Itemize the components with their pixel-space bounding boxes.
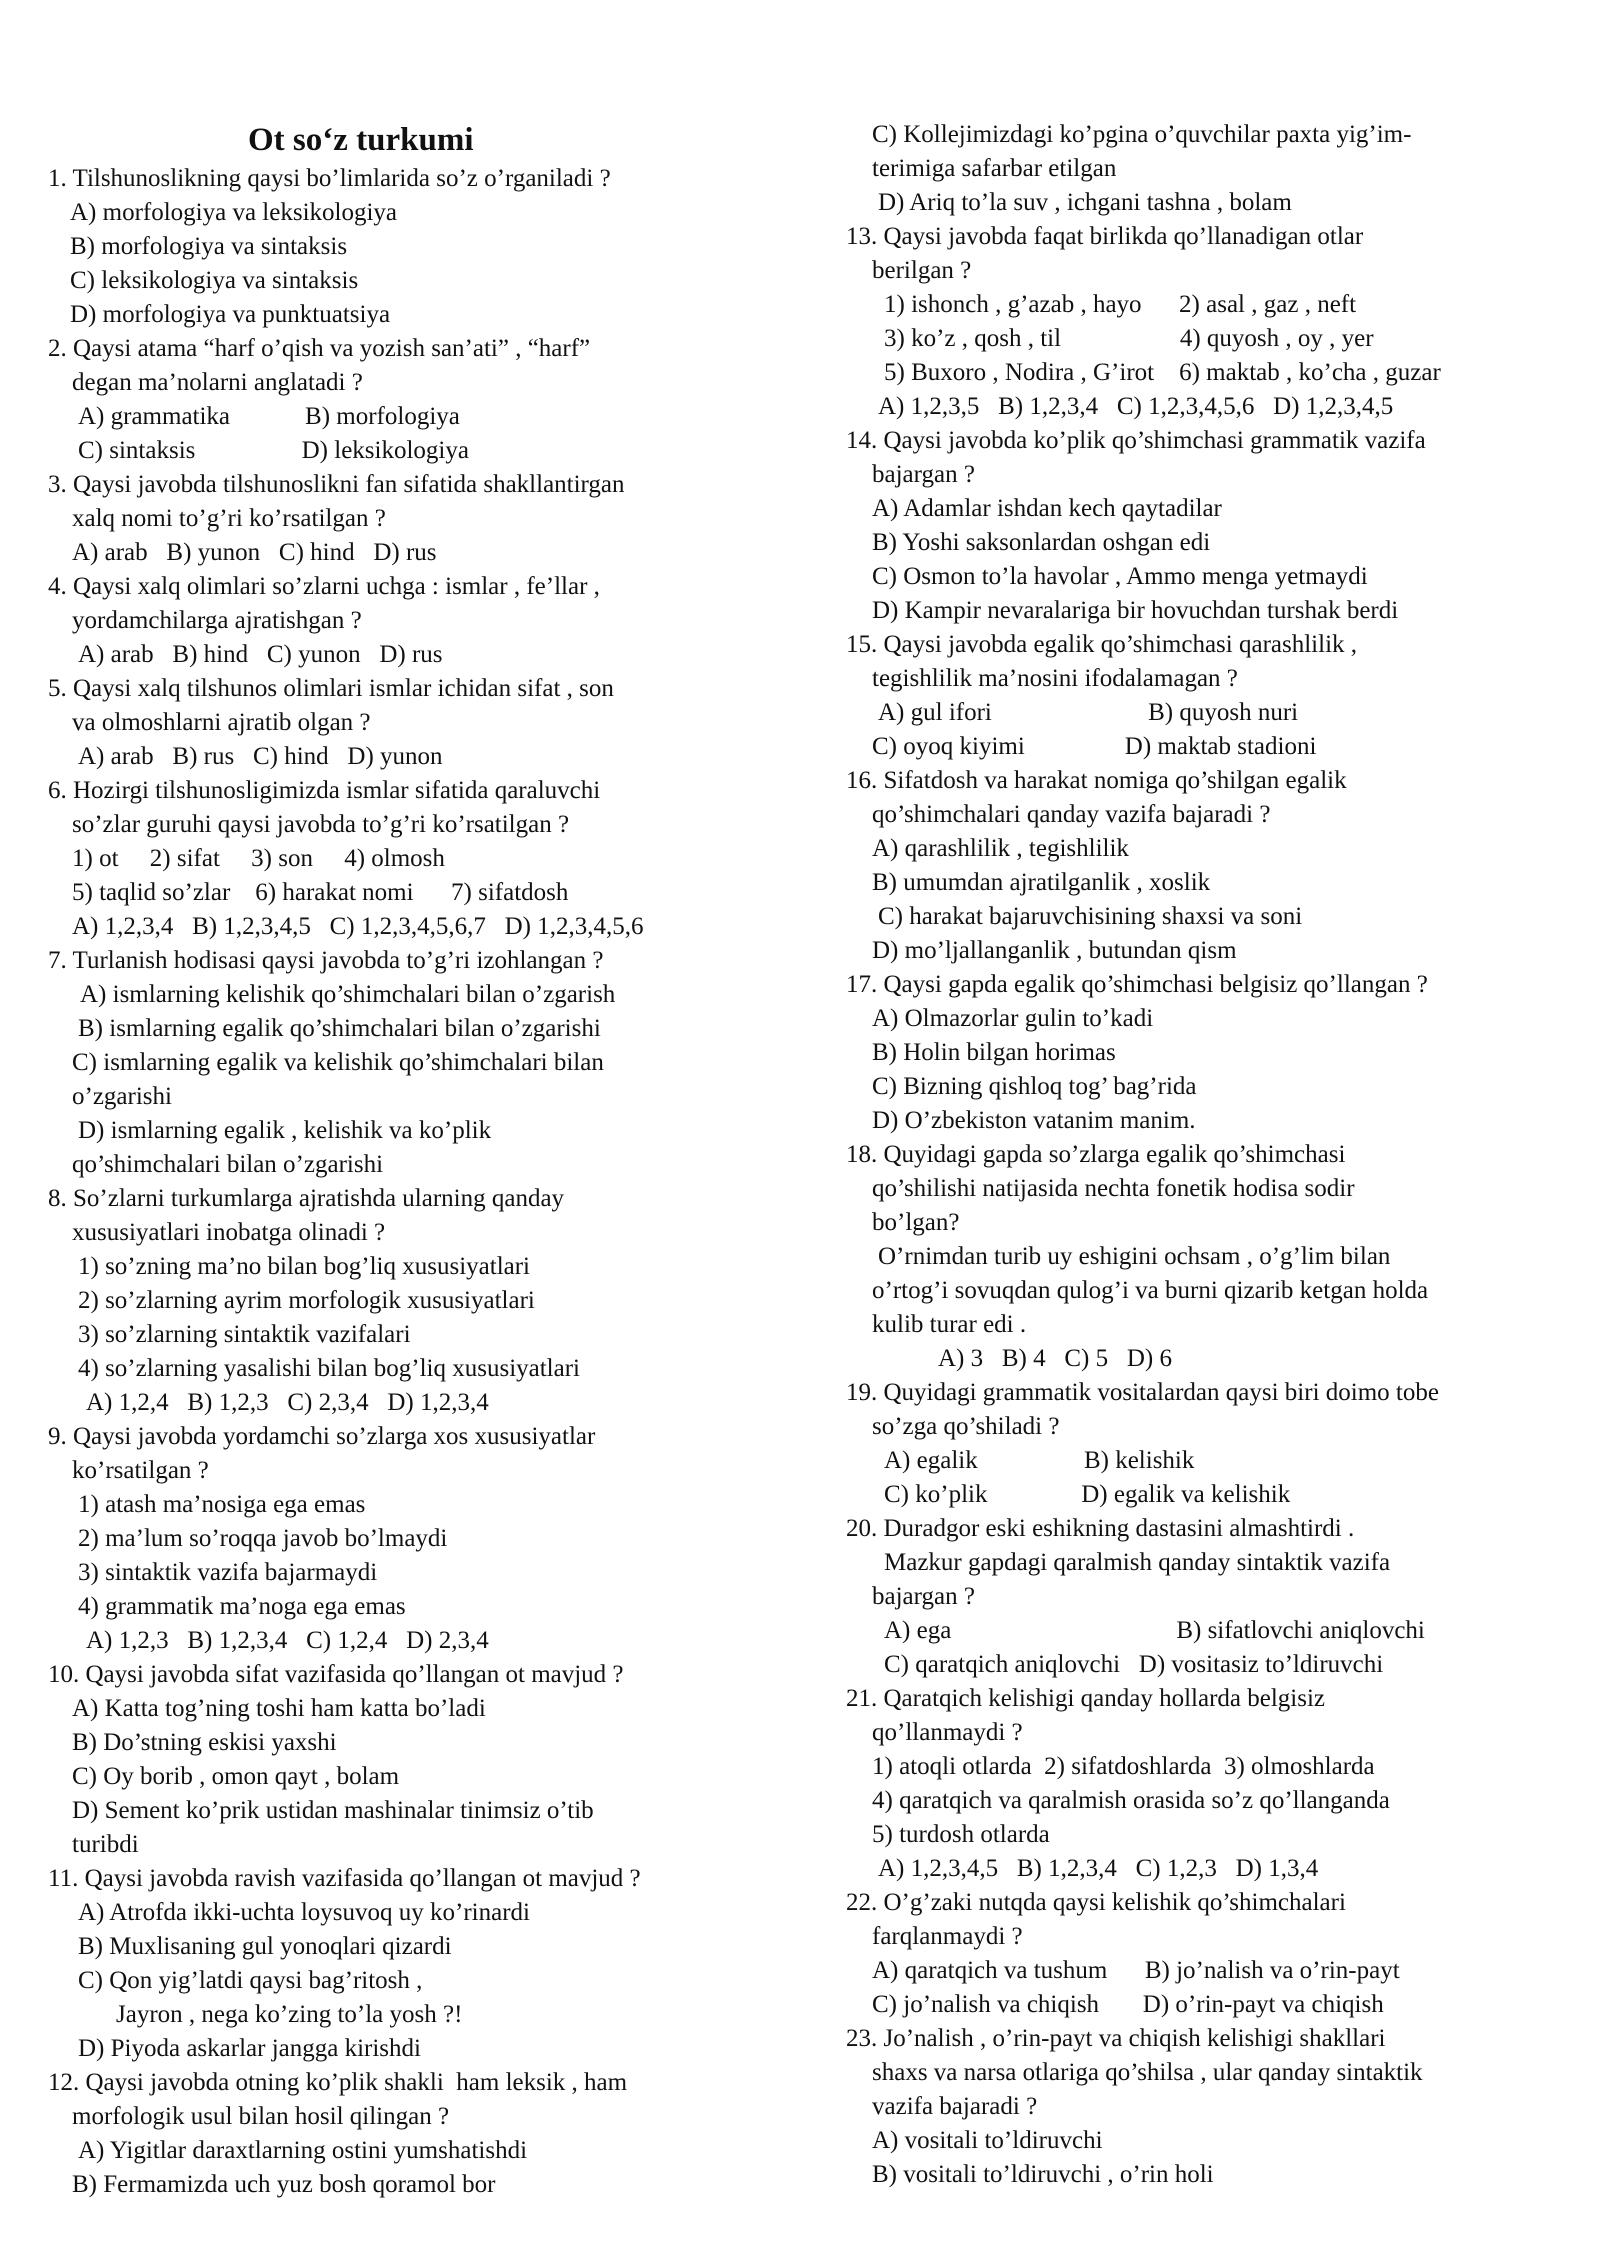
left-column <box>48 118 808 2202</box>
answer-option: B) umumdan ajratilganlik , xoslik <box>872 869 1211 896</box>
answer-option: A) 1,2,3,5 B) 1,2,3,4 C) 1,2,3,4,5,6 D) 1,2,3,4,5 <box>878 393 1394 420</box>
answer-option: C) leksikologiya va sintaksis <box>70 267 359 294</box>
answer-option: turibdi <box>72 1831 139 1858</box>
answer-option: A) ega B) sifatlovchi aniqlovchi <box>884 1617 1425 1644</box>
answer-option: B) Holin bilgan horimas <box>872 1039 1116 1066</box>
answer-option: 4) grammatik ma’noga ega emas <box>78 1593 406 1620</box>
question-text: 20. Duradgor eski eshikning dastasini almashtirdi . <box>846 1515 1355 1542</box>
answer-option: so’zlar guruhi qaysi javobda to’g’ri ko’rsatilgan ? <box>72 811 570 838</box>
question-text: 10. Qaysi javobda sifat vazifasida qo’llangan ot mavjud ? <box>48 1661 624 1688</box>
question-text: 21. Qaratqich kelishigi qanday hollarda belgisiz <box>846 1685 1326 1712</box>
answer-option: qo’llanmaydi ? <box>872 1719 1023 1746</box>
question-text: 4. Qaysi xalq olimlari so’zlarni uchga : ismlar , fe’llar , <box>48 573 600 600</box>
question-text: 23. Jo’nalish , o’rin-payt va chiqish kelishigi shakllari <box>846 2025 1386 2052</box>
answer-option: A) Adamlar ishdan kech qaytadilar <box>872 495 1222 522</box>
question-text: 1. Tilshunoslikning qaysi bo’limlarida so’z o’rganiladi ? <box>48 165 611 192</box>
answer-option: so’zga qo’shiladi ? <box>872 1413 1060 1440</box>
answer-option: B) ismlarning egalik qo’shimchalari bilan o’zgarishi <box>78 1015 601 1042</box>
answer-option: C) harakat bajaruvchisining shaxsi va soni <box>878 903 1303 930</box>
answer-option: A) 1,2,3,4,5 B) 1,2,3,4 C) 1,2,3 D) 1,3,4 <box>878 1855 1319 1882</box>
answer-option: qo’shimchalari qanday vazifa bajaradi ? <box>872 801 1271 828</box>
answer-option: A) arab B) hind C) yunon D) rus <box>78 641 443 668</box>
answer-option: B) Do’stning eskisi yaxshi <box>72 1729 337 1756</box>
answer-option: B) morfologiya va sintaksis <box>70 233 348 260</box>
answer-option: D) mo’ljallanganlik , butundan qism <box>872 937 1237 964</box>
answer-option: C) Kollejimizdagi ko’pgina o’quvchilar paxta yig’im- <box>872 121 1412 148</box>
question-text: 19. Quyidagi grammatik vositalardan qaysi biri doimo tobe <box>846 1379 1439 1406</box>
question-text: 15. Qaysi javobda egalik qo’shimchasi qarashlilik , <box>846 631 1358 658</box>
answer-option: C) ko’plik D) egalik va kelishik <box>884 1481 1291 1508</box>
answer-option: B) vositali to’ldiruvchi , o’rin holi <box>872 2161 1214 2188</box>
question-text: 22. O’g’zaki nutqda qaysi kelishik qo’shimchalari <box>846 1889 1346 1916</box>
answer-option: xalq nomi to’g’ri ko’rsatilgan ? <box>72 505 386 532</box>
answer-option: A) 3 B) 4 C) 5 D) 6 <box>938 1345 1173 1372</box>
answer-option: A) 1,2,3 B) 1,2,3,4 C) 1,2,4 D) 2,3,4 <box>86 1627 489 1654</box>
answer-option: farqlanmaydi ? <box>872 1923 1023 1950</box>
answer-option: A) gul ifori B) quyosh nuri <box>878 699 1299 726</box>
answer-option: C) sintaksis D) leksikologiya <box>78 437 469 464</box>
answer-option: A) 1,2,4 B) 1,2,3 C) 2,3,4 D) 1,2,3,4 <box>86 1389 489 1416</box>
answer-option: C) Qon yig’latdi qaysi bag’ritosh , <box>78 1967 423 1994</box>
answer-option: A) vositali to’ldiruvchi <box>872 2127 1103 2154</box>
answer-option: bajargan ? <box>872 1583 975 1610</box>
answer-option: xususiyatlari inobatga olinadi ? <box>72 1219 386 1246</box>
answer-option: D) morfologiya va punktuatsiya <box>70 301 391 328</box>
answer-option: A) qarashlilik , tegishlilik <box>872 835 1129 862</box>
left-question-list <box>48 162 808 2202</box>
question-text: 14. Qaysi javobda ko’plik qo’shimchasi grammatik vazifa <box>846 427 1426 454</box>
answer-option: A) grammatika B) morfologiya <box>78 403 460 430</box>
question-text: 5. Qaysi xalq tilshunos olimlari ismlar ichidan sifat , son <box>48 675 614 702</box>
question-text: 3. Qaysi javobda tilshunoslikni fan sifatida shakllantirgan <box>48 471 625 498</box>
question-text: 12. Qaysi javobda otning ko’plik shakli ham leksik , ham <box>48 2069 628 2096</box>
answer-option: O’rnimdan turib uy eshigini ochsam , o’g’lim bilan <box>878 1243 1391 1270</box>
answer-option: A) 1,2,3,4 B) 1,2,3,4,5 C) 1,2,3,4,5,6,7 D) 1,2,3,4,5,6 <box>72 913 644 940</box>
answer-option: A) Katta tog’ning toshi ham katta bo’ladi <box>72 1695 486 1722</box>
answer-option: D) ismlarning egalik , kelishik va ko’plik <box>78 1117 492 1144</box>
answer-option: va olmoshlarni ajratib olgan ? <box>72 709 371 736</box>
answer-option: 5) taqlid so’zlar 6) harakat nomi 7) sifatdosh <box>72 879 569 906</box>
answer-option: bo’lgan? <box>872 1209 960 1236</box>
question-text: 6. Hozirgi tilshunosligimizda ismlar sifatida qaraluvchi <box>48 777 601 804</box>
answer-option: A) morfologiya va leksikologiya <box>70 199 398 226</box>
answer-option: A) Olmazorlar gulin to’kadi <box>872 1005 1154 1032</box>
answer-option: B) Fermamizda uch yuz bosh qoramol bor <box>72 2171 496 2198</box>
answer-option: ko’rsatilgan ? <box>72 1457 209 1484</box>
answer-option: C) Bizning qishloq tog’ bag’rida <box>872 1073 1197 1100</box>
answer-option: D) Piyoda askarlar jangga kirishdi <box>78 2035 421 2062</box>
answer-option: A) Yigitlar daraxtlarning ostini yumshatishdi <box>78 2137 528 2164</box>
answer-option: A) qaratqich va tushum B) jo’nalish va o’rin-payt <box>872 1957 1400 1984</box>
answer-option: 2) so’zlarning ayrim morfologik xususiyatlari <box>78 1287 535 1314</box>
answer-option: tegishlilik ma’nosini ifodalamagan ? <box>872 665 1238 692</box>
answer-option: 1) atash ma’nosiga ega emas <box>78 1491 366 1518</box>
right-question-list <box>846 118 1566 2192</box>
answer-option: qo’shilishi natijasida nechta fonetik hodisa sodir <box>872 1175 1355 1202</box>
answer-option: D) Sement ko’prik ustidan mashinalar tinimsiz o’tib <box>72 1797 594 1824</box>
question-text: 8. So’zlarni turkumlarga ajratishda ularning qanday <box>48 1185 565 1212</box>
answer-option: 4) so’zlarning yasalishi bilan bog’liq xususiyatlari <box>78 1355 580 1382</box>
question-text: 18. Quyidagi gapda so’zlarga egalik qo’shimchasi <box>846 1141 1346 1168</box>
answer-option: 5) turdosh otlarda <box>872 1821 1050 1848</box>
answer-option: A) arab B) yunon C) hind D) rus <box>72 539 437 566</box>
answer-option: 3) sintaktik vazifa bajarmaydi <box>78 1559 378 1586</box>
page-title: Ot so‘z turkumi <box>248 122 474 158</box>
answer-option: C) jo’nalish va chiqish D) o’rin-payt va chiqish <box>872 1991 1384 2018</box>
question-text: 11. Qaysi javobda ravish vazifasida qo’llangan ot mavjud ? <box>48 1865 641 1892</box>
answer-option: 1) atoqli otlarda 2) sifatdoshlarda 3) olmoshlarda <box>872 1753 1375 1780</box>
question-text: 17. Qaysi gapda egalik qo’shimchasi belgisiz qo’llangan ? <box>846 971 1428 998</box>
answer-option: B) Yoshi saksonlardan oshgan edi <box>872 529 1211 556</box>
answer-option: D) Ariq to’la suv , ichgani tashna , bolam <box>878 189 1292 216</box>
answer-option: yordamchilarga ajratishgan ? <box>72 607 362 634</box>
answer-option: 3) ko’z , qosh , til 4) quyosh , oy , yer <box>884 325 1374 352</box>
answer-option: 4) qaratqich va qaralmish orasida so’z qo’llanganda <box>872 1787 1390 1814</box>
answer-option: A) ismlarning kelishik qo’shimchalari bilan o’zgarish <box>80 981 616 1008</box>
answer-option: C) ismlarning egalik va kelishik qo’shimchalari bilan <box>72 1049 604 1076</box>
answer-option: C) Osmon to’la havolar , Ammo menga yetmaydi <box>872 563 1368 590</box>
answer-option: kulib turar edi . <box>872 1311 1027 1338</box>
right-column <box>846 118 1566 2192</box>
question-text: 9. Qaysi javobda yordamchi so’zlarga xos xususiyatlar <box>48 1423 596 1450</box>
answer-option: A) arab B) rus C) hind D) yunon <box>78 743 443 770</box>
answer-option: 3) so’zlarning sintaktik vazifalari <box>78 1321 411 1348</box>
answer-option: D) Kampir nevaralariga bir hovuchdan turshak berdi <box>872 597 1399 624</box>
answer-option: terimiga safarbar etilgan <box>872 155 1117 182</box>
question-text: 13. Qaysi javobda faqat birlikda qo’llanadigan otlar <box>846 223 1364 250</box>
answer-option: 2) ma’lum so’roqqa javob bo’lmaydi <box>78 1525 448 1552</box>
question-text: 16. Sifatdosh va harakat nomiga qo’shilgan egalik <box>846 767 1347 794</box>
answer-option: B) Muxlisaning gul yonoqlari qizardi <box>78 1933 452 1960</box>
answer-option: berilgan ? <box>872 257 972 284</box>
answer-option: shaxs va narsa otlariga qo’shilsa , ular qanday sintaktik <box>872 2059 1423 2086</box>
answer-option: C) qaratqich aniqlovchi D) vositasiz to’ldiruvchi <box>884 1651 1384 1678</box>
answer-option: morfologik usul bilan hosil qilingan ? <box>72 2103 450 2130</box>
answer-option: bajargan ? <box>872 461 975 488</box>
answer-option: C) Oy borib , omon qayt , bolam <box>72 1763 400 1790</box>
answer-option: 1) ot 2) sifat 3) son 4) olmosh <box>72 845 445 872</box>
question-text: 7. Turlanish hodisasi qaysi javobda to’g’ri izohlangan ? <box>48 947 604 974</box>
answer-option: A) Atrofda ikki-uchta loysuvoq uy ko’rinardi <box>78 1899 530 1926</box>
answer-option: degan ma’nolarni anglatadi ? <box>72 369 363 396</box>
question-text: 2. Qaysi atama “harf o’qish va yozish san’ati” , “harf” <box>48 335 591 362</box>
answer-option: o’zgarishi <box>72 1083 172 1110</box>
answer-option: A) egalik B) kelishik <box>884 1447 1195 1474</box>
answer-option: o’rtog’i sovuqdan qulog’i va burni qizarib ketgan holda <box>872 1277 1429 1304</box>
answer-option: Jayron , nega ko’zing to’la yosh ?! <box>116 2001 463 2028</box>
answer-option: 5) Buxoro , Nodira , G’irot 6) maktab , ko’cha , guzar <box>884 359 1441 386</box>
answer-option: vazifa bajaradi ? <box>872 2093 1038 2120</box>
answer-option: qo’shimchalari bilan o’zgarishi <box>72 1151 384 1178</box>
answer-option: 1) ishonch , g’azab , hayo 2) asal , gaz , neft <box>884 291 1357 318</box>
answer-option: Mazkur gapdagi qaralmish qanday sintaktik vazifa <box>884 1549 1391 1576</box>
answer-option: C) oyoq kiyimi D) maktab stadioni <box>872 733 1317 760</box>
answer-option: 1) so’zning ma’no bilan bog’liq xususiyatlari <box>78 1253 531 1280</box>
answer-option: D) O’zbekiston vatanim manim. <box>872 1107 1196 1134</box>
